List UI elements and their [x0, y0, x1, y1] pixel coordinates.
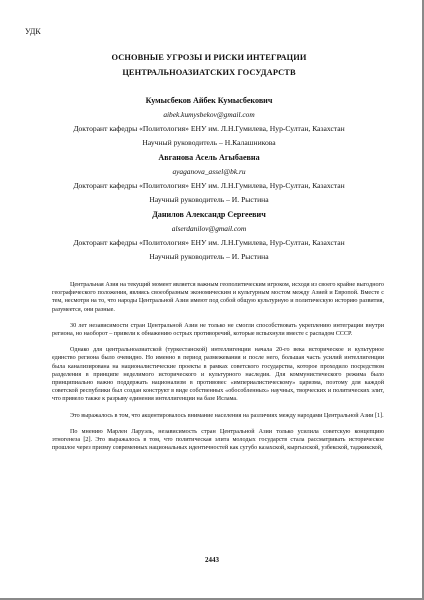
author-3 [24, 208, 394, 264]
paragraph-5: По мнению Марлен Ларуэль, независимость стран Центральной Азии только усилила советскую концепцию этногенеза [2]. Это выражалось в том, что политическая элита молодых государств стала рассматривать историческое прошлое через призму современных национальных идентичностей как сугубо казахской, кыргызской, узбекской, таджикской, [52, 428, 384, 452]
author-affiliation: Докторант кафедры «Политология» ЕНУ им. Л.Н.Гумилева, Нур-Султан, Казахстан [73, 238, 345, 247]
author-name: Кумысбеков Айбек Кумысбекович [145, 96, 273, 105]
paragraph-4: Это выражалось в том, что акцентировалось внимание населения на различиях между народами Центральной Азии [1]. [70, 412, 384, 419]
paper-title [24, 50, 394, 80]
paragraph-3: Однако для центральноазиатской (туркестанской) интеллигенции начала 20-го века историческое и культурное единство региона было очевидно. Но именно в период размежевания и после него, большая часть усилий интеллигенции была канализирована на националистические проекты в рамках советского государства, которое проходило посредством разделения в принципе неделимого исторического и культурного наследия. Для коммунистического режима было принципиально важно поддержать национализм в противовес «империалистическому» царизма, поэтому для каждой советской республики был создан конструкт в виде собственных «обособленных» научных, творческих и политических элит, что привело также к разрыву единения интеллигенции на базе Ислама. [52, 347, 384, 403]
author-email: ayaganova_assel@bk.ru [172, 167, 246, 176]
author-2 [24, 151, 394, 207]
author-name: Данилов Александр Сергеевич [152, 210, 266, 219]
paper-title-line-1: ОСНОВНЫЕ УГРОЗЫ И РИСКИ ИНТЕГРАЦИИ [111, 53, 307, 62]
body-text [24, 281, 394, 452]
paragraph-1: Центральная Азия на текущий момент является важным геополитическим игроком, исходя из своего крайне выгодного географического положения, являясь своеобразным экономическим и культурным мостом между Азией и Европой. Вместе с тем, несмотря на то, что народы Центральной Азии имеют под собой общую культурную и политическую историю развития, разумеется, они разные. [52, 282, 384, 313]
author-affiliation: Докторант кафедры «Политология» ЕНУ им. Л.Н.Гумилева, Нур-Султан, Казахстан [73, 124, 345, 133]
authors-block [24, 94, 394, 264]
author-supervisor: Научный руководитель – И. Рыстина [149, 195, 269, 204]
author-1 [24, 94, 394, 150]
author-supervisor: Научный руководитель – Н.Калашникова [142, 138, 276, 147]
author-name: Авганова Асель Агыбаевна [158, 153, 260, 162]
author-affiliation: Докторант кафедры «Политология» ЕНУ им. Л.Н.Гумилева, Нур-Султан, Казахстан [73, 181, 345, 190]
paragraph-2: 30 лет независимости стран Центральной Азии не только не смогли способствовать укреплению интеграции внутри региона, но наоборот – привели к обнажению острых противоречий, которые вспыхнули вместе с распадом СССР. [52, 322, 384, 338]
page-number: 2443 [205, 556, 219, 564]
author-supervisor: Научный руководитель – И. Рыстина [149, 252, 269, 261]
author-email: aibek.kumysbekov@gmail.com [163, 110, 255, 119]
udk-label: УДК [25, 27, 41, 36]
author-email: alserdanilov@gmail.com [171, 224, 247, 233]
paper-title-line-2: ЦЕНТРАЛЬНОАЗИАТСКИХ ГОСУДАРСТВ [122, 68, 296, 77]
